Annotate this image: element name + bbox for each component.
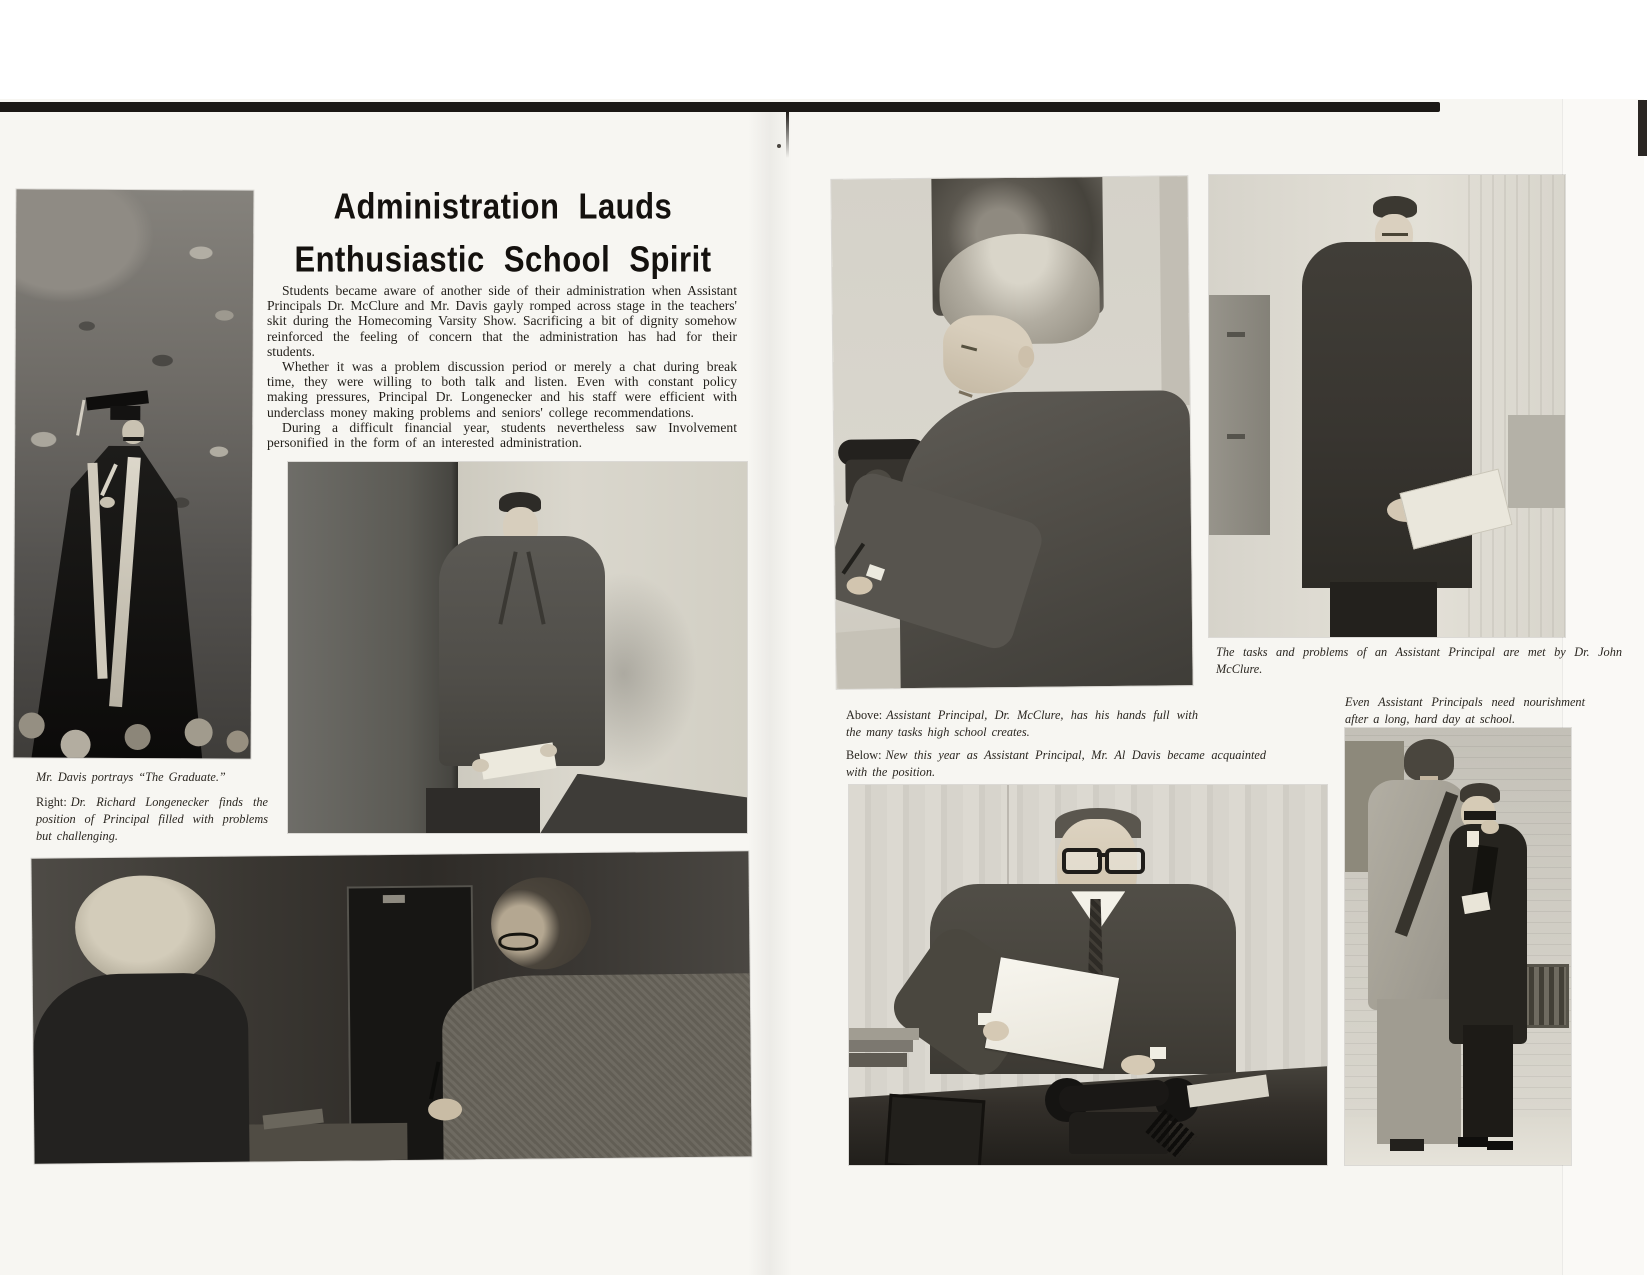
glasses-left-lens: [1062, 848, 1102, 874]
spine-mark: [786, 111, 789, 158]
paragraph: During a difficult financial year, students nevertheless saw Involvement personified in the form of an interested administration.: [267, 419, 737, 451]
hand: [983, 1021, 1009, 1041]
audience-head: [184, 719, 212, 747]
caption-prefix: Right:: [36, 795, 67, 809]
caption-text: Assistant Principal, Dr. McClure, has his hands full with the many tasks high school creates.: [846, 708, 1198, 739]
shirt-cuff: [1150, 1047, 1166, 1059]
audience-head: [18, 712, 44, 738]
paragraph: Students became aware of another side of their administration when Assistant Principals Dr. McClure and Mr. Davis gayly romped across stage in the teachers' skit during the Homecoming Varsity Show. Sacrificing a bit of dignity somehow reinforced the feeling of concern that the administration has had for their students.: [267, 283, 737, 359]
glasses-icon: [498, 933, 538, 951]
hand-to-mouth: [1481, 820, 1499, 834]
caption-mcclure-standing: [1216, 644, 1622, 678]
paragraph: Whether it was a problem discussion period or merely a chat during break time, they were willing to both talk and listen. Even with constant policy making pressures, Principal Dr. Longenecker and his staff were efficient with underclass money making problems and seniors' college recommendations.: [267, 359, 737, 420]
right-page-edge: [1562, 99, 1644, 1275]
left-man-hair: [1404, 739, 1454, 781]
caption-prefix: Below:: [846, 748, 882, 762]
caption-text: Mr. Davis portrays “The Graduate.”: [36, 770, 226, 784]
article-title: [293, 186, 713, 280]
caption-text: Even Assistant Principals need nourishment after a long, hard day at school.: [1345, 695, 1585, 726]
caption-graduate: [36, 769, 296, 786]
article-body: [267, 283, 737, 450]
caption-text: New this year as Assistant Principal, Mr. Al Davis became acquainted with the position.: [846, 748, 1266, 779]
caption-mcclure-above: [846, 707, 1198, 741]
glasses-right-lens: [1105, 848, 1145, 874]
door-sign: [383, 894, 405, 902]
photo-longenecker: [288, 462, 747, 833]
photo-mcclure-writing: [831, 176, 1192, 689]
photo-davis-graduate: [14, 189, 254, 758]
caption-longenecker: [36, 794, 268, 845]
desk-frame: [885, 1093, 986, 1165]
caption-nourishment: [1345, 694, 1585, 728]
hand: [472, 759, 489, 772]
hand: [846, 576, 872, 594]
tassel: [76, 400, 85, 436]
photo-office-meeting: [31, 851, 751, 1163]
cabinet-handle: [1227, 332, 1245, 337]
cap-crown: [110, 406, 140, 420]
ear: [1018, 346, 1034, 368]
hand: [100, 497, 115, 508]
right-man-trousers: [1463, 1025, 1513, 1137]
photo-hallway-snack: [1345, 728, 1571, 1165]
title-line-2: Enthusiastic School Spirit: [294, 239, 712, 280]
curtain-texture: [1458, 175, 1565, 637]
caption-text: Dr. Richard Longenecker finds the position of Principal filled with problems but challenging.: [36, 795, 268, 843]
trousers: [426, 788, 541, 833]
photo-mcclure-standing: [1209, 175, 1565, 637]
left-man-shoe: [1390, 1139, 1424, 1151]
right-man-shoe: [1487, 1141, 1513, 1150]
administrator-jacket: [441, 973, 751, 1159]
book-stack: [849, 1028, 919, 1040]
office-door: [288, 462, 458, 833]
glasses-icon: [1464, 811, 1496, 820]
glasses-icon: [123, 437, 143, 441]
student-shoulders: [33, 972, 250, 1163]
audience-head: [61, 729, 91, 758]
caption-prefix: Above:: [846, 708, 883, 722]
audience-head: [227, 730, 249, 752]
caption-text: The tasks and problems of an Assistant Principal are met by Dr. John McClure.: [1216, 645, 1622, 676]
scan-top-band: [0, 102, 1440, 112]
student-hair: [75, 875, 216, 986]
book-stack: [849, 1053, 907, 1067]
glasses-bridge: [1097, 853, 1109, 857]
brow: [1382, 233, 1408, 236]
desk-papers: [249, 1123, 407, 1161]
hand: [1121, 1055, 1155, 1075]
door-frame: [1159, 176, 1190, 405]
scan-corner-mark: [1638, 100, 1647, 156]
page-gutter-shadow: [748, 112, 792, 1275]
title-line-1: Administration Lauds: [333, 186, 673, 227]
administrator-head: [491, 877, 592, 970]
book-stack: [849, 1040, 913, 1052]
right-man-shoe: [1458, 1137, 1488, 1147]
trousers: [1330, 582, 1437, 637]
photo-davis-desk: [849, 785, 1327, 1165]
ink-speck: [777, 144, 781, 148]
caption-davis-below: [846, 747, 1266, 781]
chair-back: [1508, 415, 1565, 507]
cabinet-handle: [1227, 434, 1245, 439]
suit-jacket: [439, 536, 604, 766]
right-man-shirt: [1467, 831, 1479, 847]
